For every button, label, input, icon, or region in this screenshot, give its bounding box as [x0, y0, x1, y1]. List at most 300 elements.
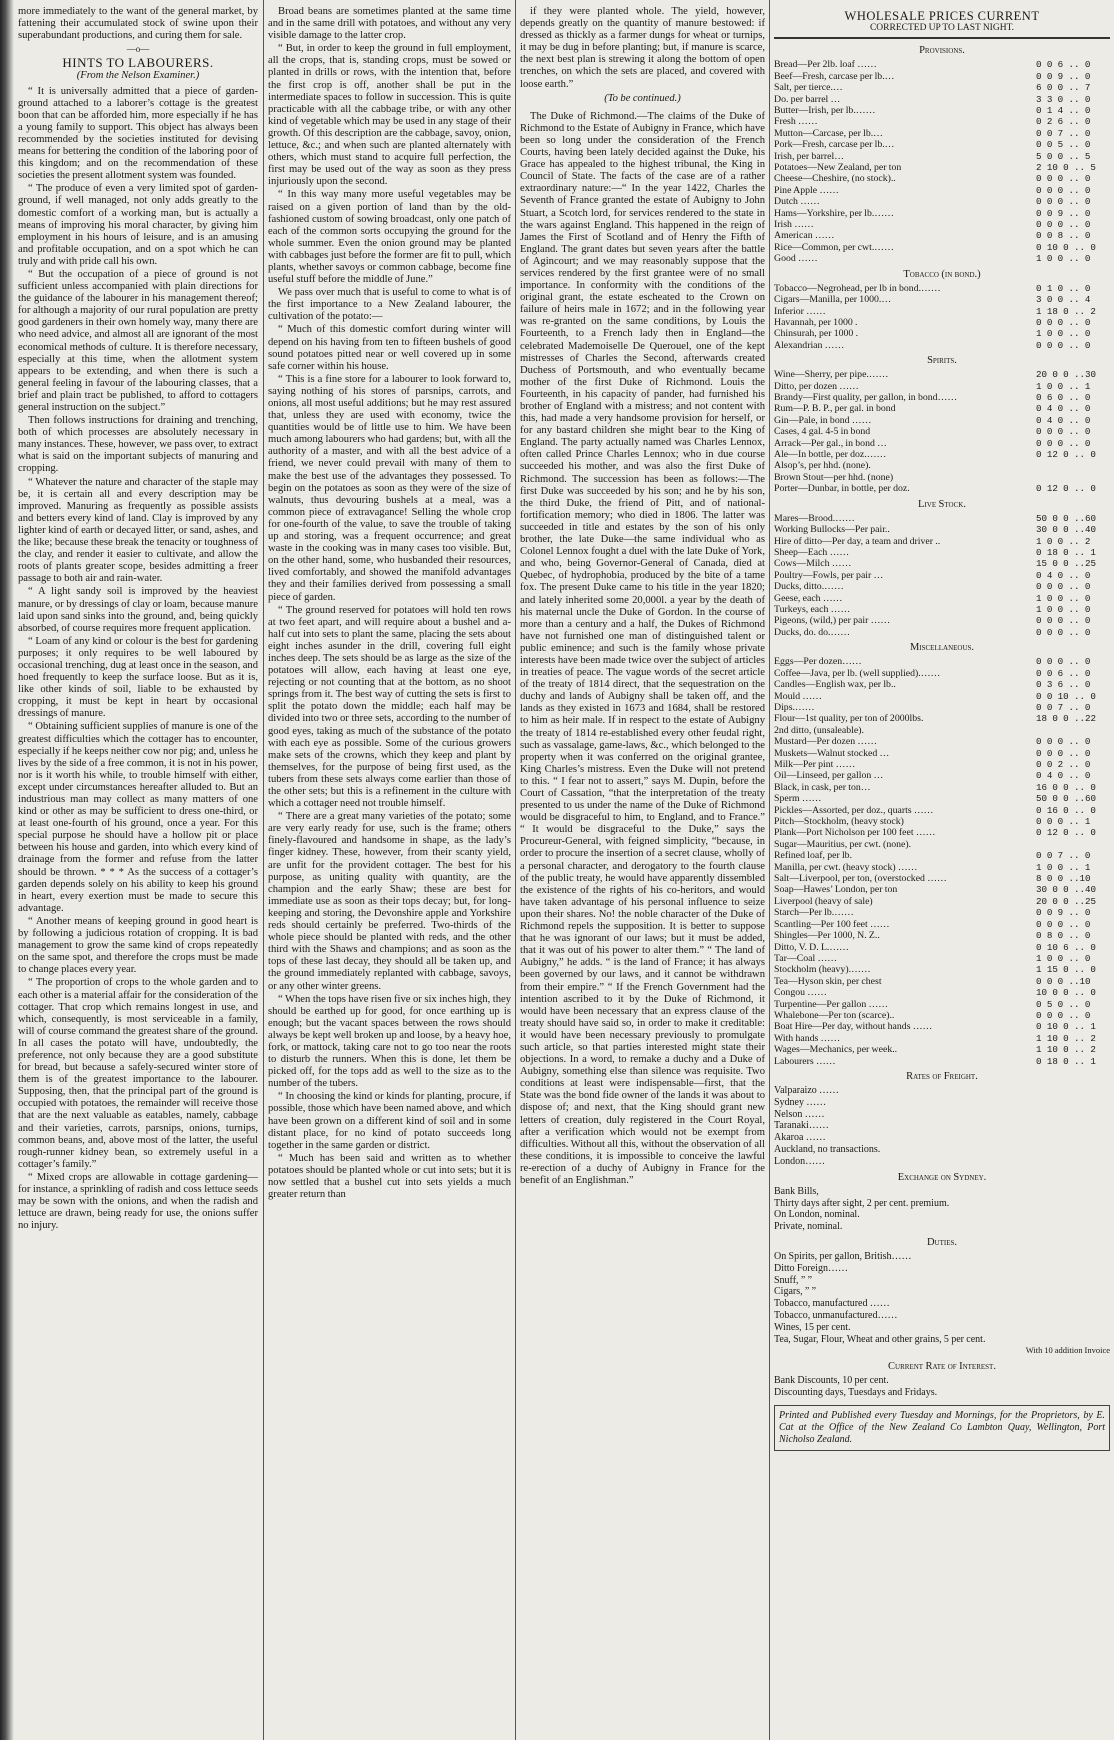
price-row	[774, 116, 1110, 127]
paragraph: “ When the tops have risen five or six inches high, they should be earthed up for good, for once earthing up is enough; but the vacant spaces between the rows should always be kept well broken up and loose, by a heavy hoe, fork, or mattock, taking care not to go too near the roots to disturb the runners. When this is done, let them be picked off, for the tops add as well to the size as to the number of the tubers.	[268, 993, 511, 1090]
paragraph: Then follows instructions for draining and trenching, both of which processes are absolutely necessary in many instances. These, however, we pass over, to extract what is said on the important subjects of manuring and cropping.	[18, 415, 258, 475]
price-value: 0 0 0 .. 0	[1036, 656, 1091, 668]
price-value: 30 0 0 ..40	[1036, 524, 1097, 536]
price-row	[774, 558, 1110, 569]
price-value: 0 0 10 .. 0	[1036, 690, 1096, 702]
paragraph: “ Loam of any kind or colour is the best for gardening purposes; it only requires to be well laboured by occasional trenching, dug at least once in the season, and hoed frequently to keep the surface loose. But as it is, like other kinds of soil, liable to be exhausted by cropping, it must be kept in heart by occasional dressings of manure.	[18, 635, 258, 720]
price-value: 15 0 0 ..25	[1036, 558, 1097, 570]
interest-title: Current Rate of Interest.	[888, 1361, 996, 1373]
price-row	[774, 896, 1110, 907]
paragraph: “ Much of this domestic comfort during winter will depend on his having from ten to fifteen bushels of good sound potatoes pitted near or well covered up in some safe corner within his house.	[268, 324, 511, 372]
price-label: Alexandrian ……	[774, 339, 845, 351]
price-value: 1 0 0 .. 0	[1036, 952, 1091, 964]
freight-title: Rates of Freight.	[906, 1070, 978, 1082]
price-label: Flour—1st quality, per ton of 2000lbs.	[774, 713, 924, 725]
price-label: Shingles—Per 1000, N. Z..	[774, 930, 880, 942]
paragraph: “ The proportion of crops to the whole garden and to each other is a material affair for the consideration of the cottager. That crop which remains longest in use, and which, consequently, is most serviceable in a family, will of course command the greatest share of the ground. In all cases the potato will have, undoubtedly, the preference, not only because they are a good substitute for bread, but because a safely-secured winter store of them is of the greatest importance to the labourer. Supposing, then, that the principal part of the ground is occupied with potatoes, the remainder will receive those that are the next valuable as eatables, namely, cabbage and their varieties, carrots, parsnips, onions, turnips, common beans, and, above most of the latter, the useful rough-runner kidney bean, so extremely useful in a cottager’s family.”	[18, 977, 258, 1170]
to-be-continued: (To be continued.)	[604, 92, 681, 104]
price-row	[774, 438, 1110, 449]
paragraph: “ Much has been said and written as to whether potatoes should be planted whole or cut into sets; but it is now settled that a bushel cut into sets yields a much greater return than	[268, 1152, 511, 1201]
freight-row: Nelson ……	[774, 1108, 825, 1120]
price-value: 0 0 2 .. 0	[1036, 759, 1091, 770]
price-label: Pitch—Stockholm, (heavy stock)	[774, 816, 904, 828]
price-value: 0 0 6 .. 0	[1036, 667, 1091, 679]
price-value: 0 4 0 .. 0	[1036, 403, 1091, 415]
section-divider: —o—	[126, 44, 150, 55]
article-body-continued	[268, 6, 511, 1201]
price-label: Salt—Liverpool, per ton, (overstocked ……	[774, 873, 947, 885]
price-row	[774, 483, 1110, 494]
paragraph: “ But the occupation of a piece of ground is not sufficient unless accompanied with plain directions for the guidance of the labourer in his management thereof; for although a majority of our rural population are pretty good gardeners in their own homely way, many there are who need advice, and almost all are ignorant of the most economical methods of culture. It is therefore necessary, especially at this time, when the allotment system appears to be extending, and when there is such a general feeling in favour of the labouring classes, that a brief and plain tract be published, to afford to cottagers general instruction on the subject.”	[18, 268, 258, 413]
duty-row: Cigars, ” ”	[774, 1286, 817, 1298]
price-section-title: Tobacco (in bond.)	[903, 268, 981, 280]
freight-row: Valparaizo ……	[774, 1085, 840, 1097]
price-row	[774, 253, 1110, 264]
price-row	[774, 1033, 1110, 1044]
price-value: 5 0 0 .. 5	[1036, 150, 1091, 162]
price-label: Whalebone—Per ton (scarce)..	[774, 1009, 895, 1021]
price-label: Potatoes—New Zealand, per ton	[774, 161, 902, 173]
freight-row: Sydney ……	[774, 1096, 827, 1108]
price-row	[774, 919, 1110, 930]
price-value: 0 12 0 .. 0	[1036, 449, 1096, 461]
price-value: 0 3 6 .. 0	[1036, 679, 1091, 691]
price-row	[774, 173, 1110, 184]
price-label: Arrack—Per gal., in bond …	[774, 437, 887, 449]
price-row	[774, 547, 1110, 558]
price-label: Refined loaf, per lb.	[774, 850, 853, 862]
price-value: 30 0 0 ..40	[1036, 884, 1097, 896]
price-label: Gin—Pale, in bond ……	[774, 414, 872, 426]
price-value	[1036, 460, 1110, 471]
price-label: Do. per barrel …	[774, 93, 841, 105]
price-value: 1 0 0 .. 1	[1036, 861, 1091, 873]
price-label: 2nd ditto, (unsaleable).	[774, 724, 864, 736]
article-body	[18, 86, 258, 1233]
price-row	[774, 759, 1110, 770]
price-label: Mould ……	[774, 690, 822, 702]
price-row	[774, 691, 1110, 702]
price-label: Cigars—Manilla, per 1000.…	[774, 294, 892, 306]
price-label: Sheep—Each ……	[774, 547, 850, 558]
price-value: 0 0 8 .. 0	[1036, 230, 1091, 242]
price-value: 0 10 0 .. 0	[1036, 241, 1096, 253]
price-row	[774, 793, 1110, 804]
price-value: 0 16 0 .. 0	[1036, 804, 1096, 816]
price-value: 0 12 0 .. 0	[1036, 827, 1096, 839]
price-label: Geese, each ……	[774, 592, 843, 604]
price-label: Boat Hire—Per day, without hands ……	[774, 1021, 933, 1033]
price-row	[774, 536, 1110, 547]
price-value: 0 0 0 ..10	[1036, 975, 1091, 987]
price-row	[774, 770, 1110, 781]
price-label: Turkeys, each ……	[774, 604, 851, 616]
price-label: With hands ……	[774, 1032, 841, 1044]
price-value	[1036, 725, 1110, 736]
interest-row: Bank Discounts, 10 per cent.	[774, 1375, 889, 1387]
paragraph: “ Another means of keeping ground in good heart is by following a judicious rotation of cropping. It is bad management to grow the same kind of crops repeatedly on the same spot, and therefore the crops must be made to change places every year.	[18, 915, 258, 976]
price-value: 0 0 0 .. 0	[1036, 218, 1091, 230]
price-value: 0 0 7 .. 0	[1036, 701, 1091, 713]
price-row	[774, 884, 1110, 895]
price-row	[774, 426, 1110, 437]
price-label: Ducks, ditto.……	[774, 581, 844, 593]
price-label: Milk—Per pint ……	[774, 759, 856, 770]
price-value: 8 0 0 ..10	[1036, 873, 1091, 885]
price-section-title: Provisions.	[919, 45, 965, 57]
exchange-list	[774, 1186, 1110, 1233]
price-value: 0 18 0 .. 1	[1036, 547, 1096, 558]
freight-row: Taranaki……	[774, 1120, 829, 1132]
price-label: Black, in cask, per ton…	[774, 781, 871, 793]
price-row	[774, 827, 1110, 838]
price-label: American ……	[774, 230, 835, 242]
price-row	[774, 317, 1110, 328]
price-row	[774, 328, 1110, 339]
price-value: 0 0 0 .. 0	[1036, 173, 1091, 185]
price-row	[774, 472, 1110, 483]
article-heading: HINTS TO LABOURERS.	[62, 55, 214, 71]
exchange-row: Thirty days after sight, 2 per cent. premium.	[774, 1197, 950, 1209]
price-value	[1036, 839, 1110, 850]
richmond-article	[520, 111, 765, 1187]
price-value: 0 0 9 .. 0	[1036, 207, 1091, 219]
price-row	[774, 185, 1110, 196]
price-row	[774, 581, 1110, 592]
price-row	[774, 987, 1110, 998]
price-value: 0 0 0 .. 0	[1036, 747, 1091, 759]
price-value: 0 0 0 .. 0	[1036, 581, 1091, 593]
price-label: Alsop’s, per hhd. (none).	[774, 460, 871, 472]
paragraph: if they were planted whole. The yield, however, depends greatly on the quantity of manure bestowed: if dressed as thickly as a farmer dungs for wheat or turnips, it may be dug in before planting; but, if manure is scarce, the next best plan is strewing it along the bottom of open trenches, on which the sets are placed, and covered with loose earth.”	[520, 6, 765, 90]
price-row	[774, 1044, 1110, 1055]
price-row	[774, 593, 1110, 604]
price-label: Havannah, per 1000 .	[774, 316, 858, 328]
price-value: 1 10 0 .. 2	[1036, 1044, 1096, 1056]
price-row	[774, 369, 1110, 380]
price-row	[774, 1010, 1110, 1021]
price-row	[774, 907, 1110, 918]
price-row	[774, 381, 1110, 392]
price-label: Irish ……	[774, 218, 814, 230]
paragraph: “ Obtaining sufficient supplies of manure is one of the greatest difficulties which the cottager has to encounter, especially if he keeps neither cow nor pig; and, unless he lives by the side of a free common, it is not in his power, nor is it worth his while, to trouble himself with either, except under circumstances hereafter alluded to. But an industrious man may collect as many matters of one kind or other as may be sufficient to dress one-third, or at least one-fourth of his ground, once a year. For this special purpose he should have a hollow pit or place between his house and garden, into which every kind of drainage from the former and refuse from the latter should be thrown. * * * As the success of a cottager’s garden depends solely on his ability to keep his ground in heart, every exertion must be made to secure this advantage.	[18, 721, 258, 914]
price-value: 16 0 0 .. 0	[1036, 781, 1096, 793]
price-value: 3 0 0 .. 4	[1036, 294, 1091, 306]
article-source: (From the Nelson Examiner.)	[76, 70, 200, 82]
duty-row: Tea, Sugar, Flour, Wheat and other grains, 5 per cent.	[774, 1333, 986, 1345]
price-row	[774, 627, 1110, 638]
price-label: Liverpool (heavy of sale)	[774, 895, 873, 907]
price-row	[774, 1021, 1110, 1032]
price-value: 0 0 0 .. 0	[1036, 918, 1091, 930]
price-label: Butter—Irish, per lb.……	[774, 104, 876, 116]
price-value: 0 0 0 .. 1	[1036, 816, 1091, 828]
exchange-title: Exchange on Sydney.	[897, 1171, 987, 1183]
price-label: Pigeons, (wild,) per pair ……	[774, 615, 891, 627]
price-value: 18 0 0 ..22	[1036, 713, 1097, 725]
column-rule	[769, 0, 770, 1740]
price-label: Brandy—First quality, per gallon, in bond……	[774, 392, 958, 404]
duties-title: Duties.	[926, 1236, 958, 1248]
price-value: 0 0 0 .. 0	[1036, 736, 1091, 748]
price-row	[774, 656, 1110, 667]
price-row	[774, 976, 1110, 987]
price-value: 6 0 0 .. 7	[1036, 82, 1091, 94]
price-row	[774, 873, 1110, 884]
price-value: 0 0 0 .. 0	[1036, 626, 1091, 638]
duty-row: Snuff, ” ”	[774, 1274, 813, 1286]
price-row	[774, 942, 1110, 953]
price-label: Soap—Hawes’ London, per ton	[774, 884, 898, 896]
exchange-row: Bank Bills,	[774, 1185, 819, 1197]
price-row	[774, 570, 1110, 581]
column-rule	[263, 0, 264, 1740]
price-row	[774, 196, 1110, 207]
price-label: Rice—Common, per cwt.……	[774, 241, 894, 253]
price-row	[774, 242, 1110, 253]
price-row	[774, 392, 1110, 403]
price-sections	[774, 45, 1110, 1067]
price-label: Tobacco—Negrohead, per lb in bond.……	[774, 282, 941, 294]
price-value: 0 4 0 .. 0	[1036, 770, 1091, 782]
price-row	[774, 805, 1110, 816]
interest-list	[774, 1375, 1110, 1399]
price-label: Wine—Sherry, per pipe.……	[774, 369, 889, 381]
price-row	[774, 604, 1110, 615]
price-value: 0 4 0 .. 0	[1036, 414, 1091, 426]
price-value: 0 0 0 .. 0	[1036, 437, 1091, 449]
paragraph: “ But, in order to keep the ground in full employment, all the crops, that is, standing crops, must be sowed or planted in drills or rows, with the intention that, before the first crop is off, another shall be put in the intermediate spaces to follow in succession. This is quite practicable with all the cabbage tribe, or with any other kind of vegetable which may be used in any stage of their growth. Of this description are the cabbage, savoy, onion, lettuce, &c.; and when such are planted alternately with others, which must stand to acquire full perfection, the first may be used out of the way as soon as they press injuriously upon the second.	[268, 43, 511, 188]
duty-row: Tobacco, manufactured ……	[774, 1298, 890, 1310]
price-row	[774, 403, 1110, 414]
price-value: 0 8 0 .. 0	[1036, 930, 1091, 942]
price-label: Pork—Fresh, carcase per lb.…	[774, 139, 895, 151]
price-row	[774, 294, 1110, 305]
price-value: 0 12 0 .. 0	[1036, 483, 1096, 495]
paragraph: Broad beans are sometimes planted at the same time and in the same drill with potatoes, and without any very visible damage to the latter crop.	[268, 6, 511, 42]
price-label: Coffee—Java, per lb. (well supplied).……	[774, 667, 941, 679]
price-row	[774, 151, 1110, 162]
price-row	[774, 713, 1110, 724]
price-row	[774, 449, 1110, 460]
price-value: 1 0 0 .. 0	[1036, 328, 1091, 340]
price-label: Chinsurah, per 1000 .	[774, 328, 859, 340]
price-value: 0 0 0 .. 0	[1036, 316, 1091, 328]
price-row	[774, 230, 1110, 241]
price-label: Working Bullocks—Per pair..	[774, 524, 890, 536]
price-value: 0 0 0 .. 0	[1036, 1009, 1091, 1021]
price-label: Mares—Brood.……	[774, 512, 855, 524]
freight-row: London……	[774, 1155, 826, 1167]
price-row	[774, 105, 1110, 116]
duty-row: On Spirits, per gallon, British……	[774, 1251, 912, 1263]
price-value: 0 0 0 .. 0	[1036, 426, 1091, 438]
paragraph: “ The produce of even a very limited spot of garden-ground, if well managed, not only adds greatly to the domestic comfort of a working man, but is actually a means of improving his moral character, by giving him employment in his hours of leisure, and is an amusing and profitable occupation, and on a spot which he can truly and with pride call his own.	[18, 183, 258, 267]
price-value: 0 2 6 .. 0	[1036, 116, 1091, 128]
paragraph: “ A light sandy soil is improved by the heaviest manure, or by dressings of clay or loam, because manure laid upon sand sinks into the ground, and, being quickly absorbed, of course requires more frequent application.	[18, 586, 258, 634]
price-row	[774, 668, 1110, 679]
price-label: Porter—Dunbar, in bottle, per doz.	[774, 483, 910, 495]
price-row	[774, 208, 1110, 219]
prices-title: WHOLESALE PRICES CURRENT	[844, 9, 1040, 23]
paragraph: “ The ground reserved for potatoes will hold ten rows at two feet apart, and will require about a bushel and a-half cut into sets to plant the same, placing the sets about eight inches asunder in the drill, covering full eight inches deep. The sets should be as large as the size of the potatoes will allow, each having at least one eye, rejecting or not counting that at the bottom, as no shoot springs from it. The best way of cutting the sets is first to split the potato down the middle; each half may be divided into two or three sets, according to the number of good eyes, taking as much of the substance of the potato with each eye as possible. Some of the curious growers make sets of the crowns, which they keep and plant by themselves, for the purpose of being first used, as the tubers from these sets always come earlier than those of the other sets; but this is a refinement in the culture with which a cottager need not trouble himself.	[268, 604, 511, 810]
price-label: Muskets—Walnut stocked …	[774, 747, 890, 759]
imprint-box: Printed and Published every Tuesday and Mornings, for the Proprietors, by E. Cat at the Office of the New Zealand Co Lambton Quay, Wellington, Port Nicholso Zealand.	[774, 1405, 1110, 1451]
intro-paragraph: more immediately to the want of the general market, by fattening their accumulated stock of swine upon their superabundant productions, and curing them for sale.	[18, 6, 258, 42]
price-value: 0 1 4 .. 0	[1036, 104, 1091, 116]
price-value: 0 1 0 .. 0	[1036, 282, 1091, 294]
price-row	[774, 748, 1110, 759]
price-value: 1 0 0 .. 1	[1036, 380, 1091, 392]
paragraph: The Duke of Richmond.—The claims of the Duke of Richmond to the Estate of Aubigny in France, which have been so long under the consideration of the French Courts, having been lately decided against the Duke, his Grace has appealed to the highest tribunal, the King in Council of State. The facts of the case are of a rather extraordinary nature:—“ In the year 1422, Charles the Seventh of France granted the estate of Aubigny to John Stuart, a Scotch lord, for services rendered to the state in the wars against England. This happened in the reign of James the First of Scotland and of Henry the Fifth of England. The grant dates but seven years after the battle of Agincourt; and we may reasonably suppose that the services rendered by the first grantee were of no small importance. In conformity with the conditions of the original grant, the estate escheated to the Crown on failure of heirs male in 1672; and in the following year was re-granted on the same conditions, by Louis the Fourteenth, to a French lady then in England—the celebrated Mademoiselle De Querouel, one of the kept mistresses of Charles the Second, afterwards created Duchess of Portsmouth, and who eventually became mother of the first Duke of Richmond. Louis the Fourteenth, in his capacity of pander, had furnished his brother of England with a mistress; and not content with this, had made a very handsome provision for herself, or for any bastard children she might bear to the King of England. The party actually named was Charles Lennox, often called Prince Charles Lennox; who in due course succeeded his mother, and was also the first Duke of Richmond. The succession has been as follows:—The first Duke was succeeded by his son; and he by his son, the third Duke, the friend of Pitt, and of national-fortification memory; who died in 1806. The latter was succeeded in title and estates by the son of his only brother, the late Duke—the same individual who as Colonel Lennox fought a duel with the late Duke of York, and who, being Governor-General of Canada, died at Quebec, of hydrophobia, produced by the bite of a tame fox. The present Duke came to his title in the year 1820; and lately inherited some 20,000l. a year by the death of his maternal uncle the Duke of Gordon. In the course of more than a century and a half, the Dukes of Richmond have not furnished one man of distinguished talent or public eminence; and such is the family whose private interests have been made twice over the subject of articles in treaties of peace. The vague words of the secret article of the treaty of 1814 direct, that the sequestration on the duchy and lands of Aubigny shall be taken off, and the lands as they existed in 1673 and 1684, shall be restored to him as heir male. If in respect to the estate of Aubigny the treaty of 1814 re-established every other feudal right, such as vassalage, game-laws, &c., which belonged to the property when it was conferred on the original grantee, King Charles’s mistress. Even the Duke will not pretend to this. “ I fear not to assert,” says M. Dupin, before the Court of Cassation, “that the interpretation of the treaty presented to us under the name of the Duke of Richmond would be disgraceful to him, to England, and to France.” “ It would be disgraceful to the Duke,” says the Procureur-General, with feigned simplicity, “because, in order to procure the insertion of a secret clause, wholly of a personal character, and derogatory to the fourth clause of the public treaty, he would have apparently dissembled the existence of the rights of his co-heritors, and would have taken advantage of his personal influence to seize upon their shares. No! the noble character of the Duke of Richmond repels the supposition. It is better to suppose that he was ignorant of our laws; but it must be added, that it was out of his power to alter them.” “ The land of Aubigny,” he adds. “ is the land of France; it has always been governed by our laws, and it cannot be withdrawn from their empire.” “ If the French Government had the intention ascribed to it by the Duke of Richmond, it would have been necessary that an express clause of the treaty should have said so, in order to make it creditable: it would have been necessary previously to promulgate such article, so that parties interested might state their objections. In a word, to remake a duchy and a Duke of Aubigny, something else than silence was requisite. Two conditions at least were indispensable—first, that the State was the bond fide owner of the lands it was about to dispose of; and next, that the King should grant new letters of creation, duly registered in the Court Royal, after a verification which would not be exempt from difficulties. Without all this, without the observation of all these conditions, it is impossible to conceive the lawful re-erection of a duchy of Aubigny in France for the benefit of an Englishman.”	[520, 110, 765, 1186]
price-value: 50 0 0 ..60	[1036, 512, 1097, 524]
price-row	[774, 139, 1110, 150]
price-value: 0 5 0 .. 0	[1036, 998, 1091, 1010]
price-label: Mutton—Carcase, per lb.…	[774, 127, 883, 139]
price-value: 0 0 0 .. 0	[1036, 196, 1091, 208]
price-value: 0 0 6 .. 0	[1036, 59, 1091, 71]
page-edge-shadow	[0, 0, 14, 1740]
price-label: Good ……	[774, 253, 818, 265]
price-row	[774, 679, 1110, 690]
price-row	[774, 839, 1110, 850]
price-row	[774, 615, 1110, 626]
price-row	[774, 816, 1110, 827]
price-row	[774, 964, 1110, 975]
price-row	[774, 94, 1110, 105]
price-value: 0 0 9 .. 0	[1036, 70, 1091, 82]
price-label: Pickles—Assorted, per doz., quarts ……	[774, 804, 934, 816]
price-section-title: Miscellaneous.	[909, 642, 975, 654]
column-3	[520, 6, 765, 1188]
price-label: Oil—Linseed, per gallon …	[774, 770, 884, 782]
price-value: 1 10 0 .. 2	[1036, 1032, 1096, 1044]
price-label: Ale—In bottle, per doz.……	[774, 449, 887, 461]
prices-subtitle: CORRECTED UP TO LAST NIGHT.	[774, 22, 1110, 39]
price-label: Eggs—Per dozen……	[774, 656, 862, 668]
price-value: 0 18 0 .. 1	[1036, 1055, 1096, 1067]
price-row	[774, 128, 1110, 139]
price-row	[774, 1056, 1110, 1067]
price-label: Sperm ……	[774, 793, 822, 805]
price-row	[774, 736, 1110, 747]
price-value: 0 0 9 .. 0	[1036, 907, 1091, 919]
price-row	[774, 513, 1110, 524]
price-label: Tea—Hyson skin, per chest	[774, 975, 882, 987]
price-value: 50 0 0 ..60	[1036, 793, 1097, 805]
duties-list	[774, 1251, 1110, 1345]
price-label: Sugar—Mauritius, per cwt. (none).	[774, 838, 912, 850]
price-value: 20 0 0 ..25	[1036, 895, 1097, 907]
price-label: Plank—Port Nicholson per 100 feet ……	[774, 827, 936, 839]
price-row	[774, 953, 1110, 964]
price-label: Ducks, do. do.……	[774, 626, 851, 638]
price-label: Hire of ditto—Per day, a team and driver ..	[774, 535, 941, 547]
price-label: Rum—P. B. P., per gal. in bond	[774, 403, 896, 415]
price-value: 1 0 0 .. 0	[1036, 253, 1091, 265]
price-label: Inferior ……	[774, 305, 826, 317]
price-section-title: Live Stock.	[918, 498, 966, 510]
price-value: 10 0 0 .. 0	[1036, 987, 1096, 999]
price-label: Cases, 4 gal. 4-5 in bond	[774, 426, 871, 438]
price-value: 1 0 0 .. 0	[1036, 604, 1091, 616]
freight-list	[774, 1085, 1110, 1168]
price-value: 1 15 0 .. 0	[1036, 964, 1096, 976]
price-label: Pine Apple ……	[774, 184, 839, 196]
price-value: 20 0 0 ..30	[1036, 369, 1097, 381]
price-label: Manilla, per cwt. (heavy stock) ……	[774, 861, 918, 873]
price-value: 0 10 0 .. 1	[1036, 1021, 1096, 1033]
price-row	[774, 850, 1110, 861]
duties-note: With 10 addition Invoice	[1025, 1345, 1110, 1356]
price-label: Beef—Fresh, carcase per lb.…	[774, 70, 895, 82]
price-label: Poultry—Fowls, per pair …	[774, 569, 884, 581]
price-label: Congou ……	[774, 987, 827, 999]
price-row	[774, 930, 1110, 941]
price-label: Cows—Milch ……	[774, 558, 852, 570]
price-row	[774, 702, 1110, 713]
price-value: 0 0 7 .. 0	[1036, 127, 1091, 139]
price-value	[1036, 472, 1110, 483]
price-row	[774, 162, 1110, 173]
price-row	[774, 59, 1110, 70]
price-label: Brown Stout—per hhd. (none)	[774, 471, 894, 483]
price-label: Irish, per barrel…	[774, 150, 845, 162]
paragraph: “ This is a fine store for a labourer to look forward to, saying nothing of his stores of parsnips, carrots, and onions, all most useful additions; but he may rest assured that, unless they are used with economy, twice the quantities would be of little use to him. We have been much among labourers who had gardens; but, with all the authority of a master, and with all the best advice of a friend, we never could prevail with many of them to make the best use of the advantages they possessed. To begin on the potatoes as soon as they were of the size of walnuts, thus devouring bushels at a meal, was a common piece of extravagance! Selling the whole crop for one-fourth of the value, to save the trouble of taking up and storing, was a frequent occurrence; and great waste in the cooking was in many cases too visible. But, on the other hand, some, who husbanded their resources, lived comfortably, and showed the manifold advantages they and their families derived from possessing a small piece of garden.	[268, 373, 511, 603]
price-label: Starch—Per lb.……	[774, 907, 854, 919]
price-value: 0 0 0 .. 0	[1036, 184, 1091, 196]
price-label: Bread—Per 2lb. loaf ……	[774, 59, 877, 71]
price-value: 0 0 0 .. 0	[1036, 615, 1091, 627]
price-row	[774, 782, 1110, 793]
freight-row: Akaroa ……	[774, 1132, 826, 1144]
price-label: Wages—Mechanics, per week..	[774, 1044, 898, 1056]
price-value: 1 0 0 .. 2	[1036, 535, 1091, 547]
column-1	[18, 6, 258, 1233]
price-value: 0 0 5 .. 0	[1036, 139, 1091, 151]
price-label: Hams—Yorkshire, per lb.……	[774, 207, 894, 219]
price-value: 2 10 0 .. 5	[1036, 161, 1096, 173]
interest-row: Discounting days, Tuesdays and Fridays.	[774, 1387, 938, 1399]
price-label: Scantling—Per 100 feet ……	[774, 918, 890, 930]
paragraph: “ In this way many more useful vegetables may be raised on a given portion of land than by the old-fashioned custom of sowing broadcast, only one patch of each of the common sorts occupying the ground for the whole summer. Even the onion ground may be planted with cabbages just before the former are fit to pull, which plants, whether savoys or common cabbage, become fine useful stuff before the middle of June.”	[268, 189, 511, 286]
price-value: 0 10 6 .. 0	[1036, 941, 1096, 953]
price-row	[774, 725, 1110, 736]
price-row	[774, 82, 1110, 93]
price-value: 0 0 7 .. 0	[1036, 850, 1091, 862]
duty-row: Ditto Foreign……	[774, 1262, 848, 1274]
duty-row: Tobacco, unmanufactured……	[774, 1310, 898, 1321]
price-value: 3 3 0 .. 0	[1036, 93, 1091, 105]
paragraph: We pass over much that is useful to come to what is of the first importance to a New Zealand labourer, the cultivation of the potato:—	[268, 287, 511, 323]
article-body-end	[520, 6, 765, 91]
price-row	[774, 340, 1110, 351]
price-row	[774, 524, 1110, 535]
paragraph: “ Mixed crops are allowable in cottage gardening—for instance, a sprinkling of radish and coss lettuce seeds may be sown with the onions, and when the radish and lettuce are drawn, being ready for use, the onions suffer no injury.	[18, 1171, 258, 1232]
price-label: Fresh ……	[774, 116, 818, 128]
price-row	[774, 460, 1110, 471]
price-row	[774, 283, 1110, 294]
prices-column	[774, 6, 1110, 1451]
price-label: Ditto, V. D. L.……	[774, 941, 849, 953]
duty-row: Wines, 15 per cent.	[774, 1321, 851, 1333]
price-label: Ditto, per dozen ……	[774, 380, 859, 392]
price-label: Cheese—Cheshire, (no stock)..	[774, 173, 896, 185]
price-label: Salt, per tierce.…	[774, 82, 843, 94]
price-row	[774, 71, 1110, 82]
price-value: 0 4 0 .. 0	[1036, 569, 1091, 581]
column-rule	[515, 0, 516, 1740]
